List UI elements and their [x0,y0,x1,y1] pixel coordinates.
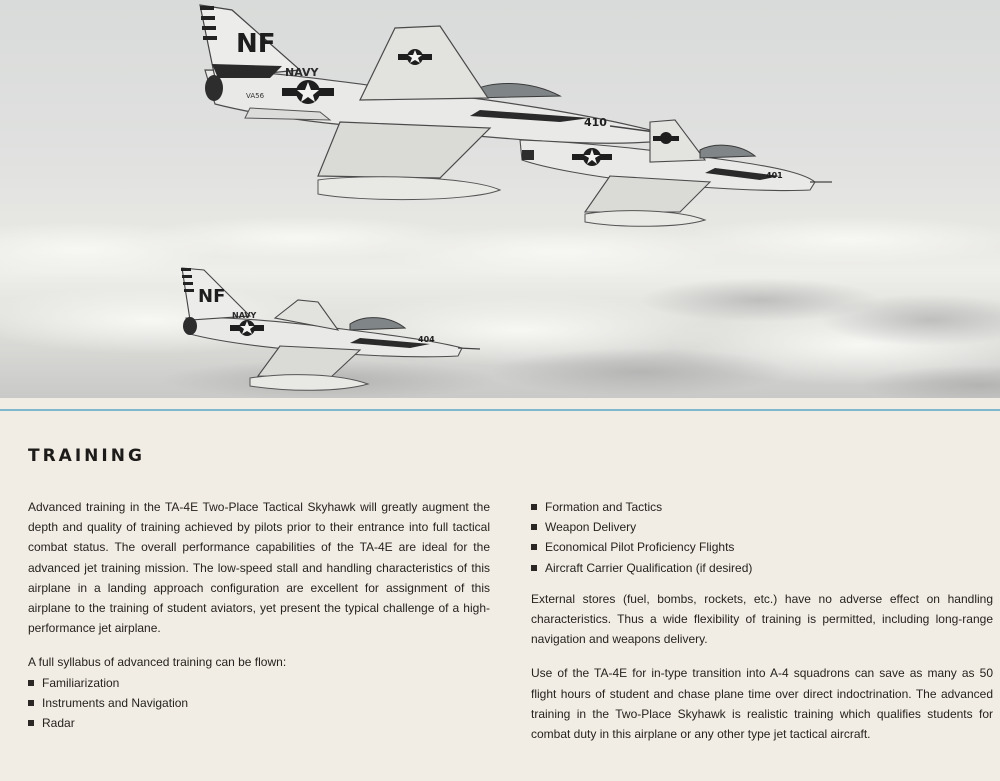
squadron-lettering: VA56 [246,92,265,100]
navy-lettering-lower: NAVY [232,311,257,320]
training-section [0,411,1000,781]
left-column [28,497,490,733]
bullet-square-icon [531,565,537,571]
list-item [28,673,490,693]
external-stores-paragraph: External stores (fuel, bombs, rockets, etc.) have no adverse effect on handling characteristics. Thus a wide flexibility of training is permitted, including long-range navigation and weapons delivery. [531,591,993,647]
cloud-deck [0,205,1000,398]
right-column [531,497,993,744]
aircraft-number-410: 410 [584,116,607,129]
navy-lettering: NAVY [285,66,319,79]
list-item [531,558,993,578]
section-heading: TRAINING [28,446,145,466]
list-item [28,713,490,733]
list-item-label: Radar [42,716,75,731]
aircraft-number-404: 404 [418,335,435,344]
bullet-square-icon [531,524,537,530]
list-item-label: Formation and Tactics [545,500,663,514]
intro-paragraph: Advanced training in the TA-4E Two-Place Tactical Skyhawk will greatly augment the depth and quality of training achieved by pilots prior to their entrance into full tactical combat status. The overall performance capabilities of the TA-4E are ideal for the advanced jet training mission. The low-speed stall and handling characteristics of this airplane in a landing approach configuration are excellent for assignment of this airplane to the training of student aviators, yet present the typical challenge of a high-performance jet airplane. [28,500,490,636]
list-item-label: Familiarization [42,675,120,690]
syllabus-list-left [28,673,490,734]
bullet-square-icon [531,544,537,550]
bullet-square-icon [28,700,34,706]
syllabus-list-right [531,497,993,578]
list-item [28,693,490,713]
list-item [531,497,993,517]
list-item-label: Economical Pilot Proficiency Flights [545,540,735,555]
list-item-label: Instruments and Navigation [42,695,189,710]
aircraft-number-401: 401 [766,171,783,180]
bullet-square-icon [28,680,34,686]
list-item-label: Weapon Delivery [545,520,637,535]
list-item-label: Aircraft Carrier Qualification (if desired) [545,560,753,575]
bullet-square-icon [28,720,34,726]
transition-paragraph: Use of the TA-4E for in-type transition into A-4 squadrons can save as many as 50 flight hours of student and chase plane time over direct indoctrination. The advanced training in the Two-Place Skyhawk is realistic training which qualifies students for combat duty in this airplane or any other type jet tactical aircraft. [531,666,993,742]
list-item [531,537,993,557]
tail-code-text: NF [236,29,276,59]
tail-code-text-lower: NF [198,286,226,307]
bullet-square-icon [531,504,537,510]
list-item [531,517,993,537]
syllabus-lead: A full syllabus of advanced training can be flown: [28,655,287,670]
